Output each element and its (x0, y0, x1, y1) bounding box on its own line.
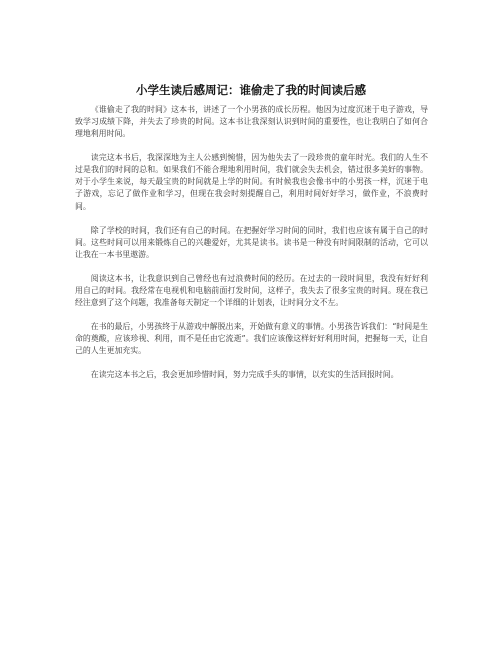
paragraph: 读完这本书后，我深深地为主人公感到惋惜，因为他失去了一段珍贵的童年时光。我们的人生不过是我们的时间的总和。如果我们不能合理地利用时间，我们就会失去机会，错过很多美好的事物。对于小学生来说，每天最宝贵的时间就是上学的时间。有时候我也会像书中的小男孩一样，沉迷于电子游戏，忘记了做作业和学习，但现在我会时刻提醒自己，利用时间好好学习，做作业，不浪费时间。 (75, 153, 428, 211)
document-body (75, 104, 428, 393)
paragraph: 在书的最后，小男孩终于从游戏中解脱出来，开始做有意义的事情。小男孩告诉我们：“时间是生命的奠酸，应该珍视、利用，而不是任由它流逝”。我们应该像这样好好利用时间，把握每一天，让自己的人生更加充实。 (75, 321, 428, 356)
paragraph: 《谁偷走了我的时间》这本书，讲述了一个小男孩的成长历程。他因为过度沉迷于电子游戏，导致学习成绩下降，并失去了珍贵的时间。这本书让我深刻认识到时间的重要性，也让我明白了如何合理地利用时间。 (75, 105, 428, 139)
paragraph: 在读完这本书之后，我会更加珍惜时间，努力完成手头的事情，以充实的生活回报时间。 (90, 370, 399, 380)
paragraph: 除了学校的时间，我们还有自己的时间。在把握好学习时间的同时，我们也应该有属于自己的时间。这些时间可以用来锻炼自己的兴趣爱好，尤其是读书。读书是一种没有时间限制的活动，它可以让我在一本书里遨游。 (75, 225, 428, 259)
document-title: 小学生读后感周记：谁偷走了我的时间读后感 (136, 83, 366, 97)
paragraph: 阅读这本书，让我意识到自己曾经也有过浪费时间的经历。在过去的一段时间里，我没有好好利用自己的时间。我经常在电视机和电脑前面打发时间，这样子，我失去了很多宝贵的时间。现在我已经注意到了这个问题，我准备每天制定一个详细的计划表，让时间分文不左。 (75, 273, 428, 307)
